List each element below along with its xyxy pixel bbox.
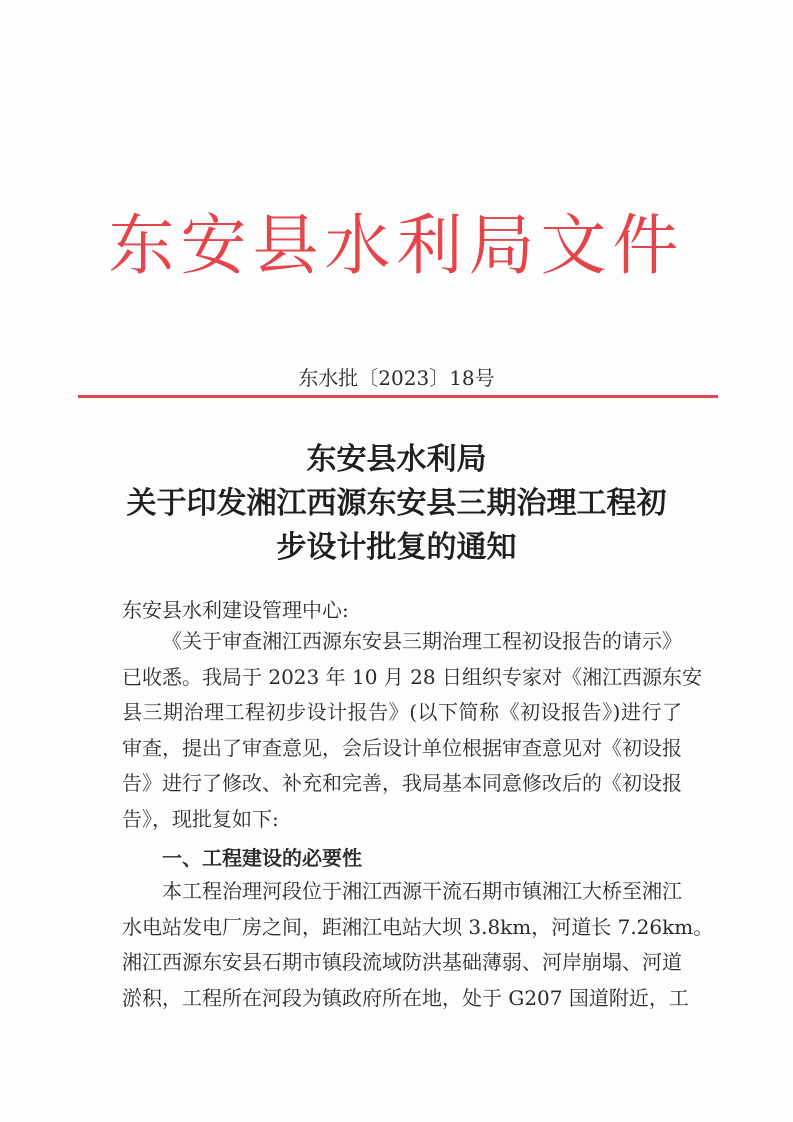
document-number: 东水批〔2023〕18号: [298, 366, 495, 390]
masthead-title: 东安县水利局文件: [108, 207, 685, 284]
title-line: 东安县水利局: [306, 442, 487, 477]
paragraph-line: 县三期治理工程初步设计报告》(以下简称《初设报告》)进行了: [122, 700, 682, 724]
paragraph-line: 《关于审查湘江西源东安县三期治理工程初设报告的请示》: [162, 629, 682, 653]
section-heading-necessity: 一、工程建设的必要性: [162, 846, 362, 870]
paragraph-line: 湘江西源东安县石期市镇段流域防洪基础薄弱、河岸崩塌、河道: [122, 950, 682, 974]
paragraph-line: 水电站发电厂房之间，距湘江电站大坝 3.8km，河道长 7.26km。: [122, 914, 714, 939]
paragraph-line: 审查，提出了审查意见，会后设计单位根据审查意见对《初设报: [122, 735, 682, 760]
title-line: 步设计批复的通知: [276, 530, 517, 565]
paragraph-line: 淤积，工程所在河段为镇政府所在地，处于 G207 国道附近，工: [122, 985, 689, 1010]
paragraph-line: 本工程治理河段位于湘江西源干流石期市镇湘江大桥至湘江: [162, 879, 682, 903]
red-divider-rule: [78, 395, 718, 398]
paragraph-project-location: [122, 874, 714, 1016]
addressee: 东安县水利建设管理中心:: [122, 598, 349, 622]
title-line: 关于印发湘江西源东安县三期治理工程初: [126, 486, 667, 521]
paragraph-line: 告》进行了修改、补充和完善，我局基本同意修改后的《初设报: [122, 771, 682, 795]
paragraph-line: 已收悉。我局于 2023 年 10 月 28 日组织专家对《湘江西源东安: [122, 664, 702, 689]
paragraph-line: 告》，现批复如下:: [122, 806, 279, 831]
paragraph-request-received: [122, 624, 702, 837]
notice-title: [0, 438, 793, 570]
